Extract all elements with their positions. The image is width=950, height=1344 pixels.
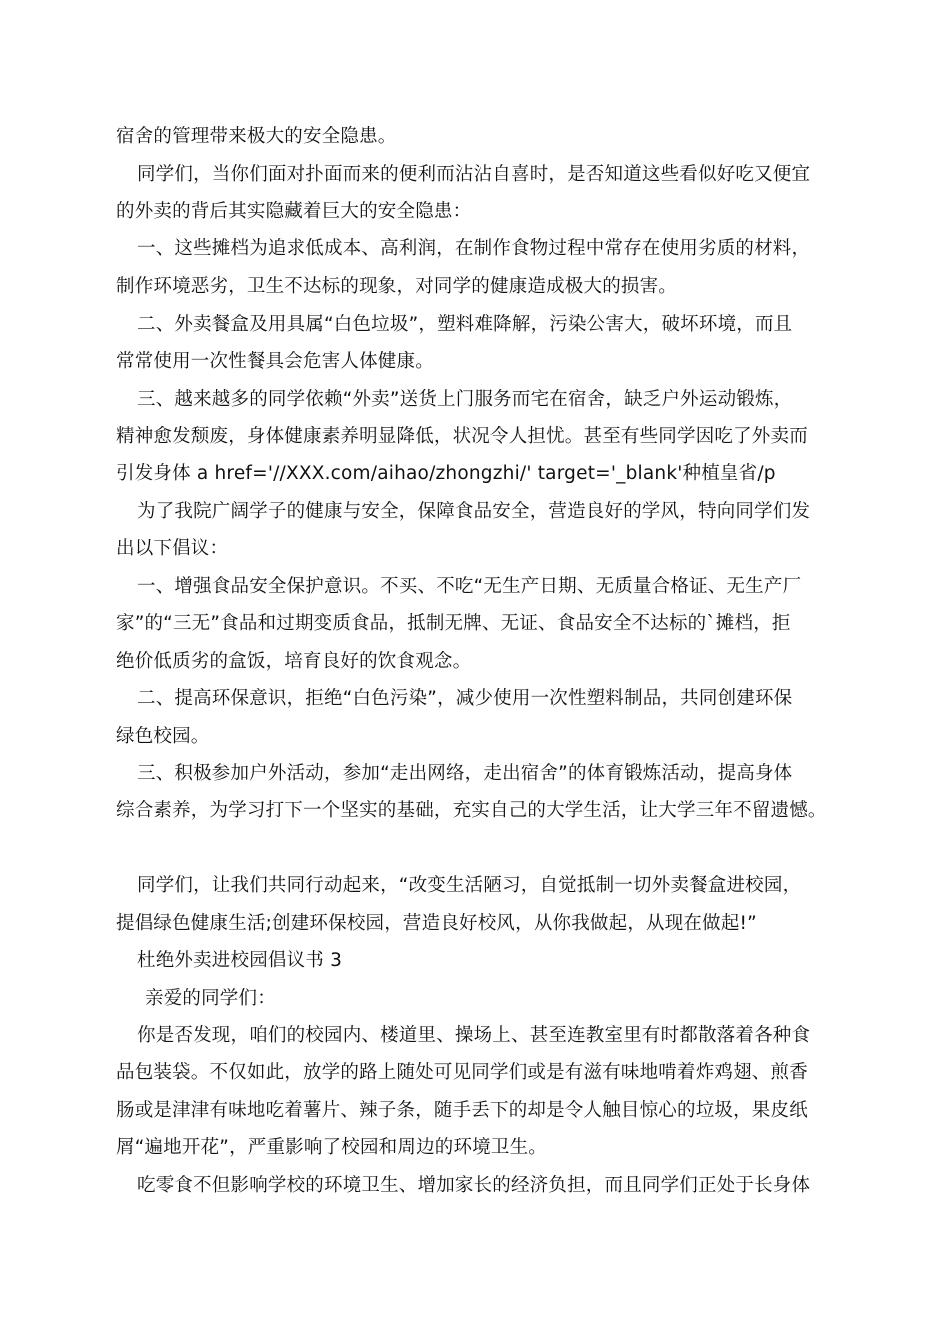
text-line: 绝价低质劣的盒饭，培育良好的饮食观念。 xyxy=(116,651,472,672)
text-line: 精神愈发颓废，身体健康素养明显降低，状况令人担忧。甚至有些同学因吃了外卖而 xyxy=(116,426,808,447)
section-heading: 杜绝外卖进校园倡议书 3 xyxy=(137,950,343,971)
text-line: 为了我院广阔学子的健康与安全，保障食品安全，营造良好的学风，特向同学们发 xyxy=(137,501,811,522)
text-line: 出以下倡议： xyxy=(116,538,229,559)
text-line: 品包装袋。不仅如此，放学的路上随处可见同学们或是有滋有味地啃着炸鸡翅、煎香 xyxy=(116,1062,808,1083)
text-line: 三、越来越多的同学依赖“外卖”送货上门服务而宅在宿舍，缺乏户外运动锻炼， xyxy=(137,389,793,410)
text-line: 一、增强食品安全保护意识。不买、不吃“无生产日期、无质量合格证、无生产厂 xyxy=(137,576,802,597)
text-line: 同学们，让我们共同行动起来，“改变生活陋习，自觉抵制一切外卖餐盒进校园， xyxy=(137,875,802,896)
text-line: 绿色校园。 xyxy=(116,726,210,747)
text-line: 引发身体 a href='//XXX.com/aihao/zhongzhi/' target='_blank'种植皇省/p xyxy=(116,463,776,484)
salutation: 亲爱的同学们： xyxy=(145,988,276,1009)
text-line: 制作环境恶劣，卫生不达标的现象，对同学的健康造成极大的损害。 xyxy=(116,276,678,297)
text-line: 吃零食不但影响学校的环境卫生、增加家长的经济负担，而且同学们正处于长身体 xyxy=(137,1175,811,1196)
text-line: 宿舍的管理带来极大的安全隐患。 xyxy=(116,126,397,147)
text-line: 屑“遍地开花”，严重影响了校园和周边的环境卫生。 xyxy=(116,1137,547,1158)
text-line: 家”的“三无”食品和过期变质食品，抵制无牌、无证、食品安全不达标的`摊档，拒 xyxy=(116,613,791,634)
text-line: 同学们，当你们面对扑面而来的便利而沾沾自喜时，是否知道这些看似好吃又便宜 xyxy=(137,164,811,185)
text-line: 二、提高环保意识，拒绝“白色污染”，减少使用一次性塑料制品，共同创建环保 xyxy=(137,688,793,709)
text-line: 提倡绿色健康生活;创建环保校园，营造良好校风，从你我做起，从现在做起!” xyxy=(116,913,757,934)
text-line: 三、积极参加户外活动，参加“走出网络，走出宿舍”的体育锻炼活动，提高身体 xyxy=(137,763,793,784)
text-line: 常常使用一次性餐具会危害人体健康。 xyxy=(116,351,434,372)
text-line: 综合素养，为学习打下一个坚实的基础，充实自己的大学生活，让大学三年不留遗憾。 xyxy=(116,800,827,821)
text-line: 二、外卖餐盒及用具属“白色垃圾”，塑料难降解，污染公害大，破坏环境，而且 xyxy=(137,314,793,335)
text-line: 一、这些摊档为追求低成本、高利润，在制作食物过程中常存在使用劣质的材料， xyxy=(137,238,811,259)
text-line: 肠或是津津有味地吃着薯片、辣子条，随手丢下的却是令人触目惊心的垃圾，果皮纸 xyxy=(116,1100,808,1121)
text-line: 的外卖的背后其实隐藏着巨大的安全隐患： xyxy=(116,201,472,222)
text-line: 你是否发现，咱们的校园内、楼道里、操场上、甚至连教室里有时都散落着各种食 xyxy=(137,1025,811,1046)
